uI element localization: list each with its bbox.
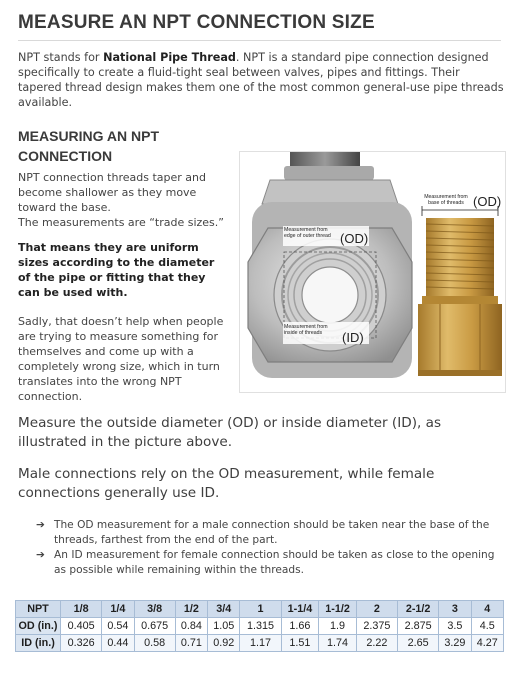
fitting-od-abbr: (OD)	[473, 194, 502, 209]
paragraph-uniform-sizes: That means they are uniform sizes according to the diameter of the pipe or fitting that they can be used with.	[18, 241, 215, 299]
table-cell: 1.17	[240, 635, 281, 652]
fitting-od-label	[418, 194, 501, 216]
table-header-cell: 3	[439, 601, 471, 618]
valve-id-caption: Measurement from inside of threads	[284, 324, 328, 336]
table-header-cell: 1/8	[61, 601, 102, 618]
table-cell: 2.65	[398, 635, 439, 652]
photo-illustration	[240, 152, 505, 392]
intro-pre: NPT stands for	[18, 51, 104, 64]
arrow-icon: ➔	[36, 549, 45, 561]
table-cell: 0.326	[61, 635, 102, 652]
valve-body	[248, 152, 412, 378]
table-cell: 4.27	[471, 635, 503, 652]
table-cell: 0.675	[134, 618, 175, 635]
table-cell: 1.315	[240, 618, 281, 635]
table-header-cell: NPT	[16, 601, 61, 618]
valve-od-caption: Measurement from edge of outer thread	[284, 227, 331, 239]
table-cell: 0.71	[175, 635, 207, 652]
title-divider	[18, 40, 501, 41]
table-cell: 1.51	[281, 635, 319, 652]
section-heading: MEASURING AN NPT CONNECTION	[18, 128, 160, 164]
table-cell: 0.84	[175, 618, 207, 635]
table-header-cell: 1	[240, 601, 281, 618]
intro-post: . NPT is a standard pipe connection designed specifically to create a fluid-tight seal between valves, pipes and fittings. Their tapered thread design makes them one of the most common general-use pipe threads available.	[18, 51, 504, 109]
bullet-item	[36, 518, 506, 547]
table-cell: 1.74	[319, 635, 357, 652]
fitting-od-caption: Measurement from base of threads	[424, 194, 468, 206]
table-cell: 1.66	[281, 618, 319, 635]
table-header-cell: 2-1/2	[398, 601, 439, 618]
bullet-text: The OD measurement for a male connection should be taken near the base of the threads, farthest from the end of the part.	[54, 519, 490, 546]
table-cell: 0.92	[208, 635, 240, 652]
table-header-cell: 1-1/4	[281, 601, 319, 618]
table-cell: 2.875	[398, 618, 439, 635]
paragraph-wrong-size: Sadly, that doesn’t help when people are trying to measure something for themselves and come up with a completely wrong size, which in turn translates into the wrong NPT connection.	[18, 315, 224, 403]
paragraph-taper-line1: NPT connection threads taper and become shallower as they move toward the base.	[18, 171, 206, 214]
table-header-cell: 3/4	[208, 601, 240, 618]
table-cell: 0.54	[102, 618, 134, 635]
table-header-row	[16, 601, 504, 618]
npt-size-table	[15, 600, 504, 652]
body-male-female: Male connections rely on the OD measurement, while female connections generally use ID.	[18, 466, 435, 501]
row-label: ID (in.)	[16, 635, 61, 652]
table-header-cell: 1/4	[102, 601, 134, 618]
valve-fitting-photo	[239, 151, 506, 393]
bullet-item	[36, 548, 506, 577]
table-cell: 2.22	[356, 635, 397, 652]
table-cell: 2.375	[356, 618, 397, 635]
table-cell: 0.44	[102, 635, 134, 652]
table-header-cell: 3/8	[134, 601, 175, 618]
table-header-cell: 4	[471, 601, 503, 618]
valve-id-label	[283, 322, 369, 345]
table-cell: 1.05	[208, 618, 240, 635]
intro-bold: National Pipe Thread	[103, 51, 236, 64]
row-label: OD (in.)	[16, 618, 61, 635]
table-row	[16, 635, 504, 652]
table-header-cell: 1-1/2	[319, 601, 357, 618]
brass-fitting	[418, 218, 502, 376]
table-header-cell: 1/2	[175, 601, 207, 618]
valve-id-abbr: (ID)	[342, 330, 364, 345]
table-cell: 1.9	[319, 618, 357, 635]
body-measure-od-id: Measure the outside diameter (OD) or inside diameter (ID), as illustrated in the picture above.	[18, 415, 442, 450]
table-cell: 4.5	[471, 618, 503, 635]
paragraph-taper	[18, 170, 230, 230]
bullet-text: An ID measurement for female connection should be taken as close to the opening as possible while remaining within the threads.	[54, 549, 495, 576]
page-title: MEASURE AN NPT CONNECTION SIZE	[18, 12, 375, 33]
valve-od-abbr: (OD)	[340, 231, 369, 246]
paragraph-taper-line2: The measurements are “trade sizes.”	[18, 216, 224, 229]
table-row	[16, 618, 504, 635]
table-header-cell: 2	[356, 601, 397, 618]
arrow-icon: ➔	[36, 519, 45, 531]
table-cell: 0.405	[61, 618, 102, 635]
table-cell: 3.5	[439, 618, 471, 635]
table-cell: 3.29	[439, 635, 471, 652]
table-cell: 0.58	[134, 635, 175, 652]
intro-paragraph	[18, 50, 504, 110]
valve-od-label	[283, 226, 369, 247]
